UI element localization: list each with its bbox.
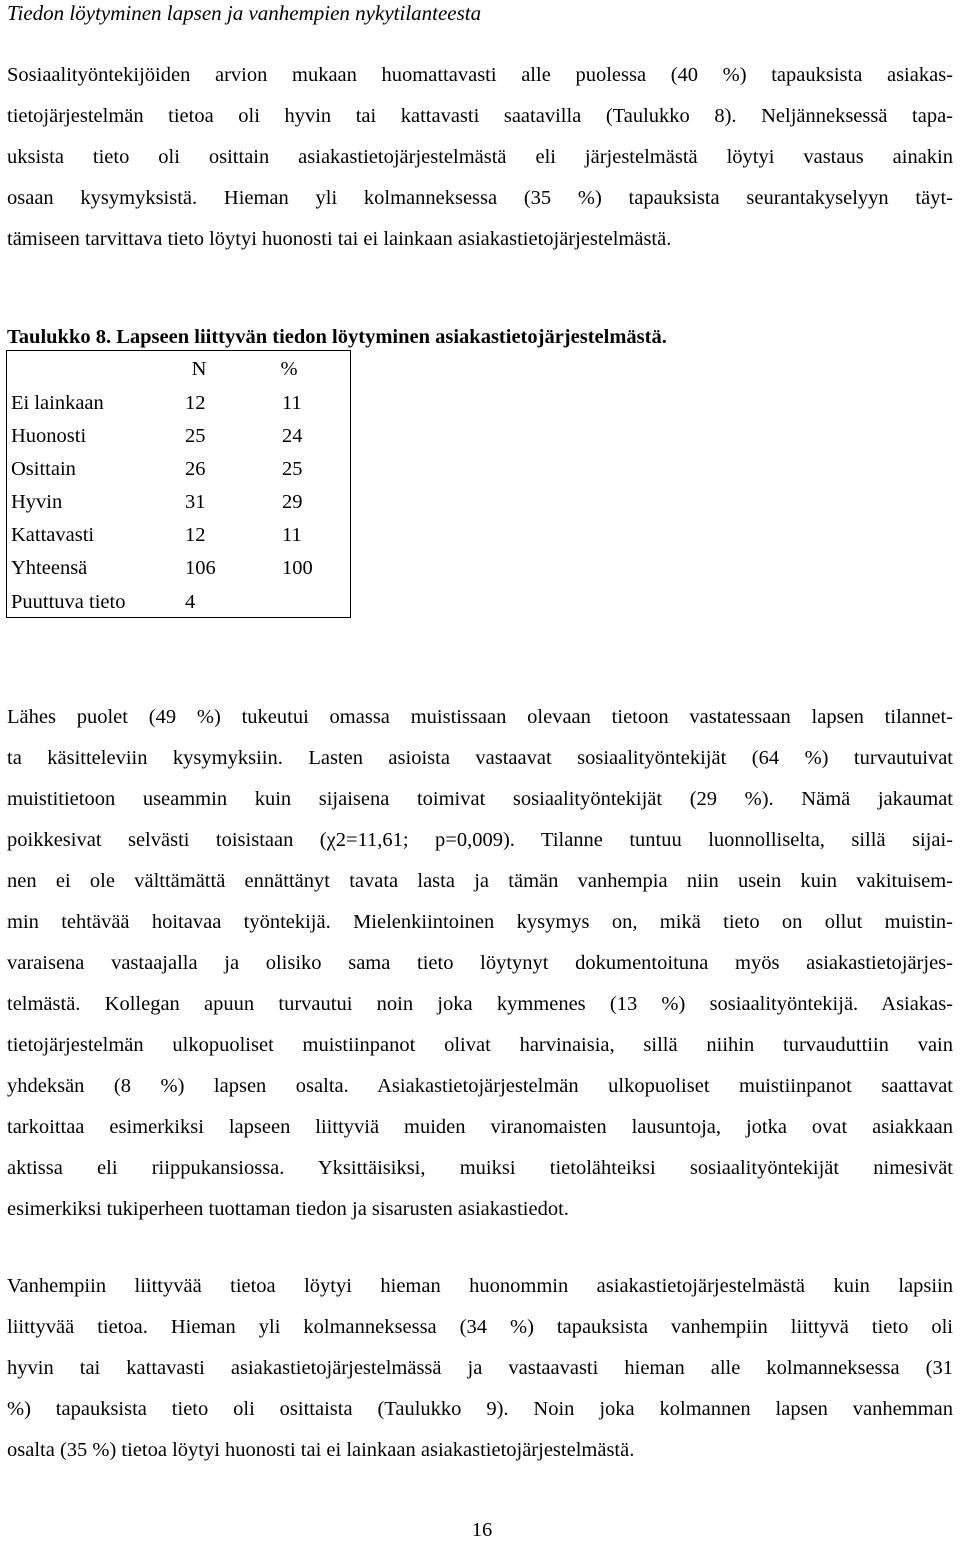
text-line: esimerkiksi tukiperheen tuottaman tiedon ja sisarusten asiakastiedot.: [7, 1198, 569, 1220]
row-n: 26: [185, 458, 206, 480]
text-line: liittyvää tietoa. Hieman yli kolmanneksessa (34 %) tapauksista vanhempiin liittyvä tieto oli: [7, 1316, 953, 1338]
text-line: yhdeksän (8 %) lapsen osalta. Asiakastietojärjestelmän ulkopuoliset muistiinpanot saattavat: [7, 1075, 953, 1097]
text-line: Lähes puolet (49 %) tukeutui omassa muistissaan olevaan tietoon vastatessaan lapsen tilannet-: [7, 706, 953, 728]
page-number: 16: [471, 1519, 493, 1541]
text-line: %) tapauksista tieto oli osittaista (Taulukko 9). Noin joka kolmannen lapsen vanhemman: [7, 1398, 953, 1420]
text-line: osalta (35 %) tietoa löytyi huonosti tai ei lainkaan asiakastietojärjestelmästä.: [7, 1439, 635, 1461]
row-n: 31: [185, 491, 206, 513]
text-line: varaisena vastaajalla ja olisiko sama tieto löytynyt dokumentoituna myös asiakastietojärjes-: [7, 952, 953, 974]
table-row-missing: [7, 586, 350, 619]
row-n: 12: [185, 524, 206, 546]
row-percent: 24: [282, 425, 303, 447]
text-line: tarkoittaa esimerkiksi lapseen liittyviä muiden viranomaisten lausuntoja, jotka ovat asiakkaan: [7, 1116, 953, 1138]
text-line: aktissa eli riippukansiossa. Yksittäisiksi, muiksi tietolähteiksi sosiaalityöntekijät nimesivät: [7, 1157, 953, 1179]
row-label: Osittain: [11, 458, 76, 480]
text-line: Sosiaalityöntekijöiden arvion mukaan huomattavasti alle puolessa (40 %) tapauksista asiakas-: [7, 64, 953, 86]
row-percent: 29: [282, 491, 303, 513]
row-n: 12: [185, 392, 206, 414]
row-n: 25: [185, 425, 206, 447]
data-table: [6, 350, 351, 618]
row-label: Kattavasti: [11, 524, 95, 546]
running-header: Tiedon löytyminen lapsen ja vanhempien nykytilanteesta: [7, 1, 482, 25]
text-line: tietojärjestelmän ulkopuoliset muistiinpanot olivat harvinaisia, sillä niihin turvauduttiin vain: [7, 1034, 953, 1056]
text-line: uksista tieto oli osittain asiakastietojärjestelmästä eli järjestelmästä löytyi vastaus ainakin: [7, 146, 953, 168]
text-line: nen ei ole välttämättä ennättänyt tavata lasta ja tämän vanhempia niin usein kuin vakituisem-: [7, 870, 953, 892]
row-label: Huonosti: [11, 425, 87, 447]
row-percent: 100: [282, 557, 313, 579]
text-line: hyvin tai kattavasti asiakastietojärjestelmässä ja vastaavasti hieman alle kolmanneksessa (31: [7, 1357, 953, 1379]
paragraph-2: [7, 697, 953, 1230]
text-line: Vanhempiin liittyvää tietoa löytyi hieman huonommin asiakastietojärjestelmästä kuin lapsiin: [7, 1275, 953, 1297]
paragraph-1: [7, 55, 953, 260]
table-row: [7, 519, 350, 552]
row-percent: 25: [282, 458, 303, 480]
text-line: osaan kysymyksistä. Hieman yli kolmanneksessa (35 %) tapauksista seurantakyselyyn täyt-: [7, 187, 953, 209]
column-header-n: N: [191, 358, 207, 380]
row-n: 106: [185, 557, 216, 579]
text-line: min tehtävää hoitavaa työntekijä. Mielenkiintoinen kysymys on, mikä tieto on ollut muistin-: [7, 911, 953, 933]
text-line: poikkesivat selvästi toisistaan (χ2=11,61; p=0,009). Tilanne tuntuu luonnolliselta, sillä sijai-: [7, 829, 953, 851]
text-line: telmästä. Kollegan apuun turvautui noin joka kymmenes (13 %) sosiaalityöntekijä. Asiakas-: [7, 993, 953, 1015]
row-label: Ei lainkaan: [11, 392, 104, 414]
row-label: Hyvin: [11, 491, 63, 513]
text-line: tämiseen tarvittava tieto löytyi huonosti tai ei lainkaan asiakastietojärjestelmästä.: [7, 228, 672, 250]
table-header-row: [7, 353, 350, 386]
text-line: ta käsitteleviin kysymyksiin. Lasten asioista vastaavat sosiaalityöntekijät (64 %) turvautuivat: [7, 747, 953, 769]
row-percent: 11: [282, 392, 302, 414]
row-percent: 11: [282, 524, 302, 546]
table-row: [7, 486, 350, 519]
text-line: tietojärjestelmän tietoa oli hyvin tai kattavasti saatavilla (Taulukko 8). Neljänneksessä tapa-: [7, 105, 953, 127]
table-row: [7, 387, 350, 420]
paragraph-3: [7, 1266, 953, 1471]
column-header-percent: %: [280, 358, 298, 380]
table-row-total: [7, 552, 350, 585]
table-row: [7, 420, 350, 453]
row-label: Puuttuva tieto: [11, 591, 126, 613]
table-row: [7, 453, 350, 486]
row-n: 4: [185, 591, 196, 613]
row-label: Yhteensä: [11, 557, 88, 579]
text-line: muistitietoon useammin kuin sijaisena toimivat sosiaalityöntekijät (29 %). Nämä jakaumat: [7, 788, 953, 810]
table-caption: Taulukko 8. Lapseen liittyvän tiedon löytyminen asiakastietojärjestelmästä.: [7, 326, 667, 348]
